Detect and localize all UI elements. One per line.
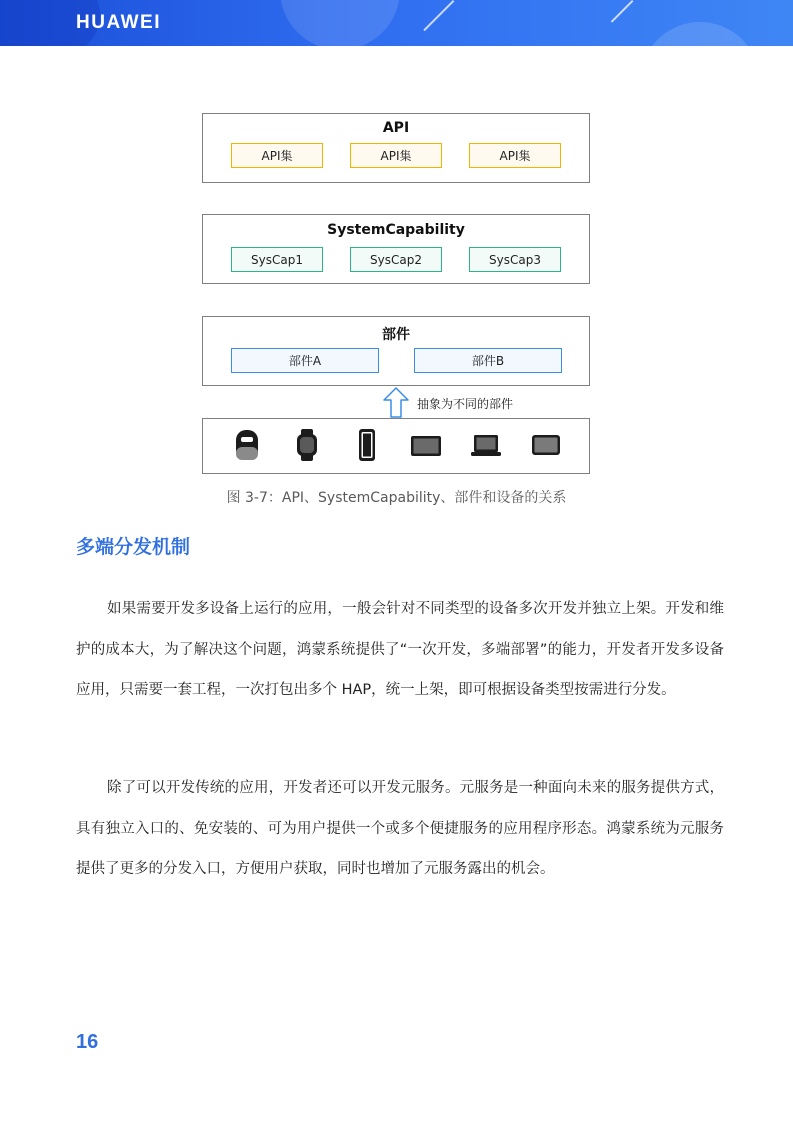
page-number: 16: [76, 1031, 99, 1053]
syscap-layer-title: SystemCapability: [327, 222, 465, 238]
header-decoration: [280, 0, 400, 46]
syscap-box: SysCap1: [231, 247, 323, 272]
api-layer-box: [202, 113, 590, 183]
header-decoration: [423, 0, 454, 31]
laptop-icon: [470, 428, 502, 462]
api-set-box: API集: [469, 143, 561, 168]
syscap-box: SysCap2: [350, 247, 442, 272]
api-layer-title: API: [382, 120, 410, 136]
syscap-layer-box: [202, 214, 590, 284]
api-set-box: API集: [231, 143, 323, 168]
component-box: 部件B: [414, 348, 562, 373]
header-decoration: [611, 0, 634, 23]
figure-caption: 图 3-7：API、SystemCapability、部件和设备的关系: [226, 490, 567, 506]
component-layer-box: [202, 316, 590, 386]
speaker-icon: [235, 428, 259, 462]
page-header: [0, 0, 793, 46]
body-paragraph: 如果需要开发多设备上运行的应用，一般会针对不同类型的设备多次开发并独立上架。开发和维护的成本大，为了解决这个问题，鸿蒙系统提供了“一次开发，多端部署”的能力，开发者开发多设备应用，只需要一套工程，一次打包出多个 HAP，统一上架，即可根据设备类型按需进行分发。: [76, 601, 724, 698]
up-arrow-icon: [382, 387, 410, 419]
smartwatch-icon: [296, 428, 318, 462]
syscap-box: SysCap3: [469, 247, 561, 272]
tablet-icon: [410, 428, 442, 462]
component-box: 部件A: [231, 348, 379, 373]
body-paragraph: 除了可以开发传统的应用，开发者还可以开发元服务。元服务是一种面向未来的服务提供方式，具有独立入口的、免安装的、可为用户提供一个或多个便捷服务的应用程序形态。鸿蒙系统为元服务提供了更多的分发入口，方便用户获取，同时也增加了元服务露出的机会。: [76, 780, 724, 877]
phone-icon: [357, 428, 377, 462]
api-set-box: API集: [350, 143, 442, 168]
brand-logo: HUAWEI: [76, 12, 161, 33]
tv-icon: [530, 428, 562, 462]
component-layer-title: 部件: [382, 327, 410, 343]
arrow-label: 抽象为不同的部件: [417, 397, 514, 411]
section-title: 多端分发机制: [76, 536, 191, 558]
header-decoration: [640, 22, 760, 46]
